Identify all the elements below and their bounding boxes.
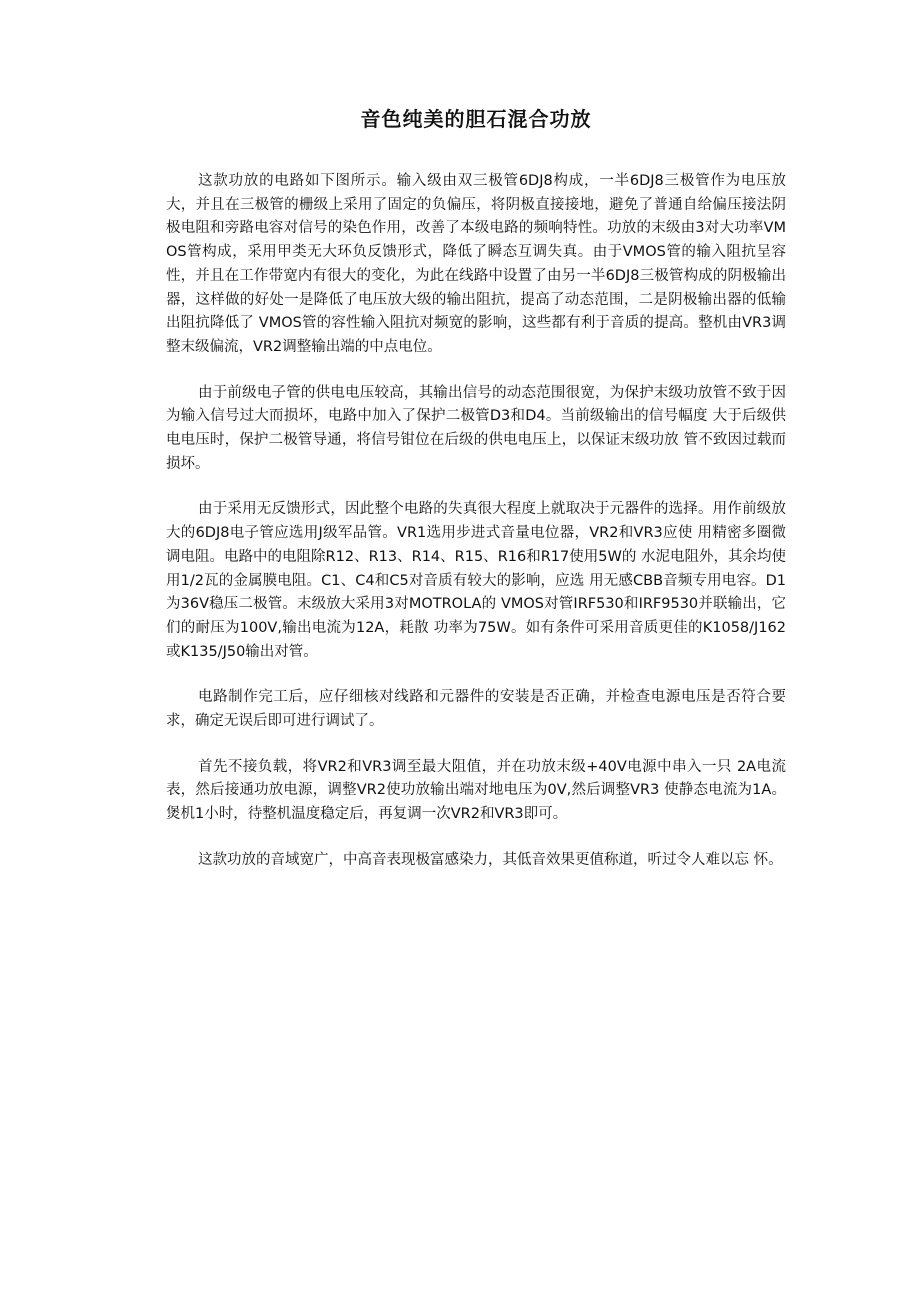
document-title: 音色纯美的胆石混合功放 bbox=[360, 107, 592, 131]
paragraph-circuit-overview: 这款功放的电路如下图所示。输入级由双三极管6DJ8构成，一半6DJ8三极管作为电压放大，并且在三极管的栅级上采用了固定的负偏压，将阴极直接接地，避免了普通自给偏压接法阴极电阻和旁路电容对信号的染色作用，改善了本级电路的频响特性。功放的末级由3对大功率VMOS管构成，采用甲类无大环负反馈形式，降低了瞬态互调失真。由于VMOS管的输入阻抗呈容性，并且在工作带宽内有很大的变化，为此在线路中设置了由另一半6DJ8三极管构成的阴极输出器，这样做的好处一是降低了电压放大级的输出阻抗，提高了动态范围，二是阴极输出器的低输出阻抗降低了 VMOS管的容性输入阻抗对频宽的影响，这些都有利于音质的提高。整机由VR3调整末级偏流，VR2调整输出端的中点电位。 bbox=[166, 173, 786, 355]
paragraph-protection-diodes: 由于前级电子管的供电电压较高，其输出信号的动态范围很宽，为保护末级功放管不致于因为输入信号过大而损坏，电路中加入了保护二极管D3和D4。当前级输出的信号幅度 大于后级供电电压时，保护二极管导通，将信号钳位在后级的供电电压上，以保证末级功放 管不致因过载而损坏。 bbox=[166, 384, 786, 472]
paragraph-component-selection: 由于采用无反馈形式，因此整个电路的失真很大程度上就取决于元器件的选择。用作前级放大的6DJ8电子管应选用J级军品管。VR1选用步进式音量电位器，VR2和VR3应使 用精密多圈微调电阻。电路中的电阻除R12、R13、R14、R15、R16和R17使用5W的 水泥电阻外，其余均使用1/2瓦的金属膜电阻。C1、C4和C5对音质有较大的影响，应选 用无感CBB音频专用电容。D1为36V稳压二极管。末级放大采用3对MOTROLA的 VMOS对管IRF530和IRF9530并联输出，它们的耐压为100V,输出电流为12A，耗散 功率为75W。如有条件可采用音质更佳的K1058/J162或K135/J50输出对管。 bbox=[166, 501, 786, 660]
paragraph-sound-evaluation: 这款功放的音域宽广，中高音表现极富感染力，其低音效果更值称道，听过令人难以忘 怀。 bbox=[198, 851, 783, 868]
paragraph-assembly-check: 电路制作完工后，应仔细核对线路和元器件的安装是否正确，并检查电源电压是否符合要求，确定无误后即可进行调试了。 bbox=[166, 689, 786, 730]
document-body bbox=[166, 170, 786, 895]
paragraph-adjustment-procedure: 首先不接负载，将VR2和VR3调至最大阻值，并在功放末级+40V电源中串入一只 2A电流表，然后接通功放电源，调整VR2使功放输出端对地电压为0V,然后调整VR3 使静态电流为1A。煲机1小时，待整机温度稳定后，再复调一次VR2和VR3即可。 bbox=[166, 758, 786, 823]
